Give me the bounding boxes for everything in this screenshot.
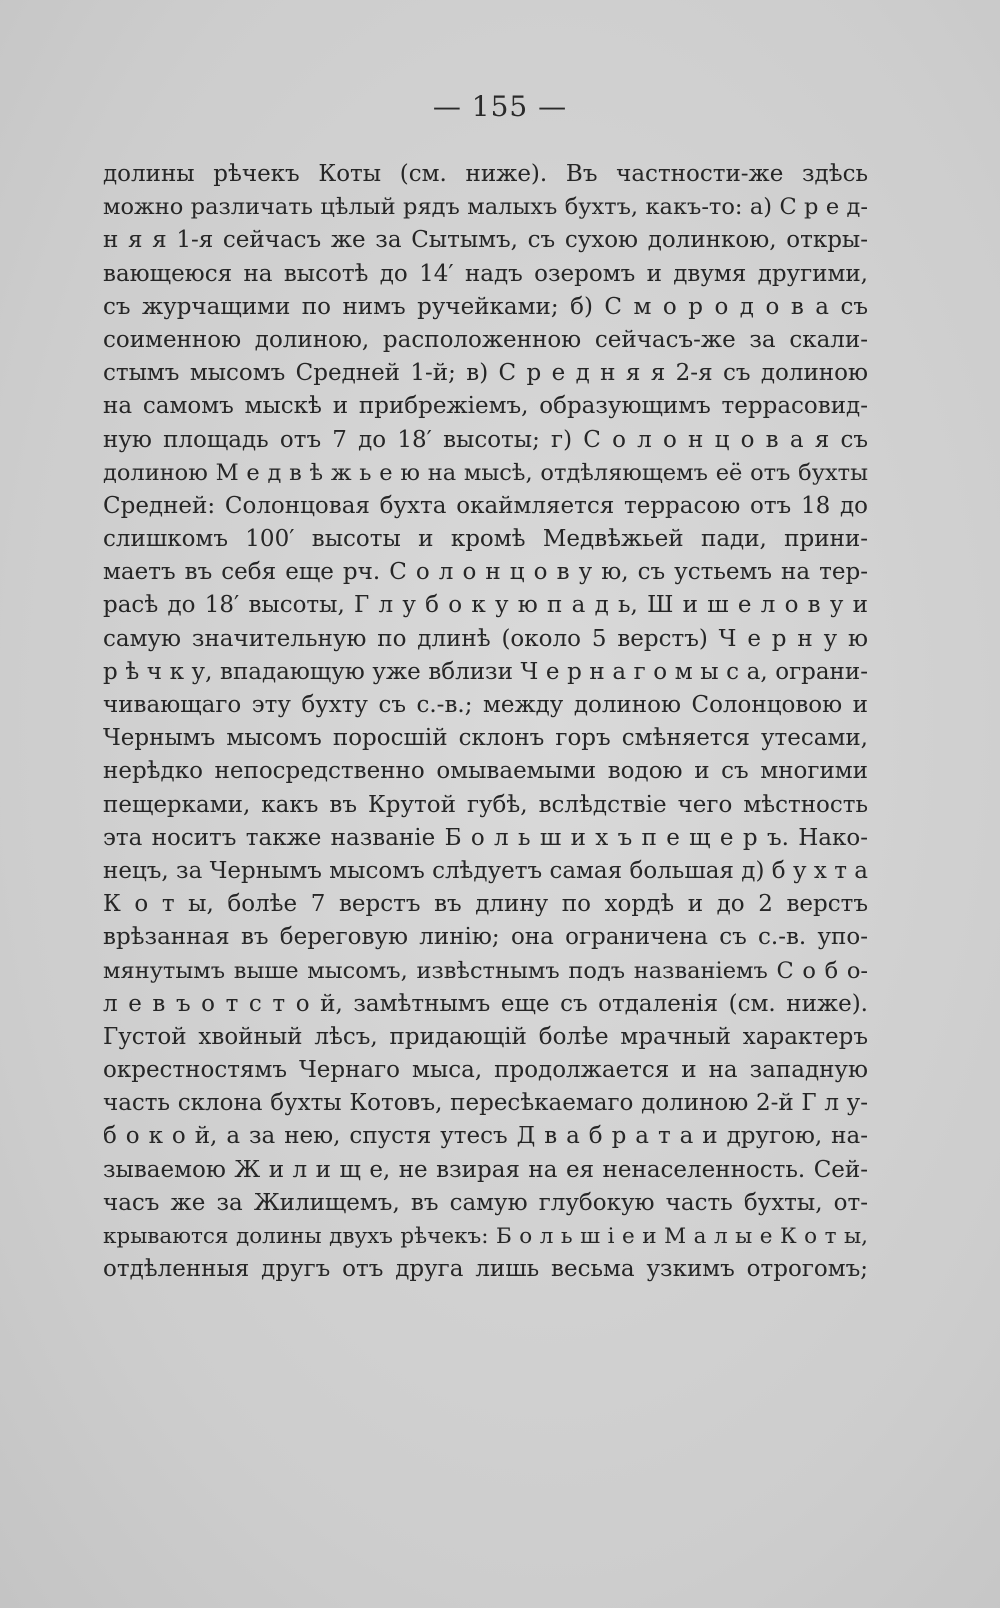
text-line: стымъ мысомъ Средней 1-й; в) С р е д н я я 2-я съ долиною xyxy=(103,360,868,387)
text-line: соименною долиною, расположенною сейчасъ-же за скали- xyxy=(103,326,868,353)
text-line: нецъ, за Чернымъ мысомъ слѣдуетъ самая большая д) б у х т а xyxy=(103,857,868,884)
text-line: часть склона бухты Котовъ, пересѣкаемаго долиною 2-й Г л у- xyxy=(103,1090,868,1117)
text-line: р ѣ ч к у, впадающую уже вблизи Ч е р н а г о м ы с а, ограни- xyxy=(103,658,868,685)
text-line: крываются долины двухъ рѣчекъ: Б о л ь ш і е и М а л ы е К о т ы, xyxy=(103,1224,868,1249)
text-line: мянутымъ выше мысомъ, извѣстнымъ подъ названіемъ С о б о- xyxy=(103,957,868,984)
text-line: расѣ до 18′ высоты, Г л у б о к у ю п а д ь, Ш и ш е л о в у и xyxy=(103,592,868,619)
text-line: съ журчащими по нимъ ручейками; б) С м о р о д о в а съ xyxy=(103,293,868,320)
text-line: нерѣдко непосредственно омываемыми водою и съ многими xyxy=(103,758,868,785)
text-body xyxy=(103,158,868,1286)
text-line: часъ же за Жилищемъ, въ самую глубокую часть бухты, от- xyxy=(103,1189,868,1216)
text-line: окрестностямъ Чернаго мыса, продолжается и на западную xyxy=(103,1057,868,1084)
text-line: ную площадь отъ 7 до 18′ высоты; г) С о л о н ц о в а я съ xyxy=(103,426,868,453)
text-line: б о к о й, а за нею, спустя утесъ Д в а б р а т а и другою, на- xyxy=(103,1123,868,1150)
text-line: чивающаго эту бухту съ с.-в.; между долиною Солонцовою и xyxy=(103,692,868,718)
text-line: Средней: Солонцовая бухта окаймляется террасою отъ 18 до xyxy=(103,492,868,519)
text-line: можно различать цѣлый рядъ малыхъ бухтъ, какъ-то: а) С р е д- xyxy=(103,194,868,221)
text-line: пещерками, какъ въ Крутой губѣ, вслѣдствіе чего мѣстность xyxy=(103,791,868,818)
text-line: н я я 1-я сейчасъ же за Сытымъ, съ сухою долинкою, откры- xyxy=(103,227,868,254)
page-number: — 155 — xyxy=(432,90,568,123)
text-line: долины рѣчекъ Коты (см. ниже). Въ частности-же здѣсь xyxy=(103,161,868,187)
text-line: зываемою Ж и л и щ е, не взирая на ея ненаселенность. Сей- xyxy=(103,1156,868,1183)
text-line: Густой хвойный лѣсъ, придающій болѣе мрачный характеръ xyxy=(103,1023,868,1050)
text-line: К о т ы, болѣе 7 верстъ въ длину по хордѣ и до 2 верстъ xyxy=(103,891,868,918)
text-line: самую значительную по длинѣ (около 5 верстъ) Ч е р н у ю xyxy=(103,625,868,652)
text-line: отдѣленныя другъ отъ друга лишь весьма узкимъ отрогомъ; xyxy=(103,1256,868,1283)
text-line: л е в ъ о т с т о й, замѣтнымъ еще съ отдаленія (см. ниже). xyxy=(103,990,868,1017)
text-line: вающеюся на высотѣ до 14′ надъ озеромъ и двумя другими, xyxy=(103,260,868,287)
text-line: на самомъ мыскѣ и прибрежіемъ, образующимъ террасовид- xyxy=(103,393,868,420)
text-line: Чернымъ мысомъ поросшій склонъ горъ смѣняется утесами, xyxy=(103,725,868,752)
text-line: врѣзанная въ береговую линію; она ограничена съ с.-в. упо- xyxy=(103,924,868,951)
text-line: долиною М е д в ѣ ж ь е ю на мысѣ, отдѣляющемъ её отъ бухты xyxy=(103,459,868,486)
text-line: слишкомъ 100′ высоты и кромѣ Медвѣжьей пади, прини- xyxy=(103,526,868,553)
text-line: маетъ въ себя еще рч. С о л о н ц о в у ю, съ устьемъ на тер- xyxy=(103,559,868,586)
text-line: эта носитъ также названіе Б о л ь ш и х ъ п е щ е р ъ. Нако- xyxy=(103,824,868,851)
